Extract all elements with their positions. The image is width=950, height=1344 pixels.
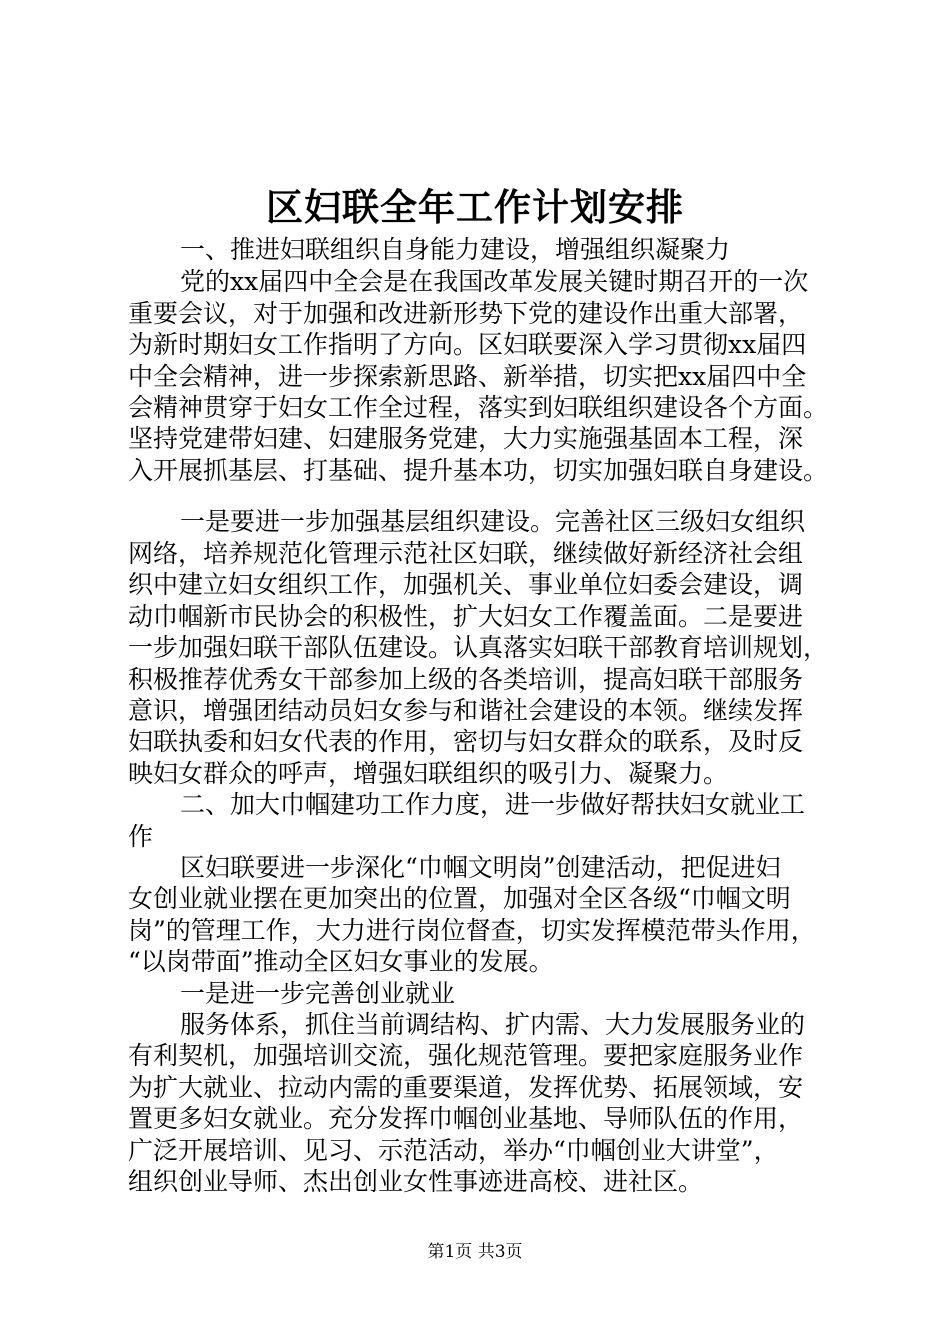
text-line: 党的xx届四中全会是在我国改革发展关键时期召开的一次 (180, 267, 809, 296)
text-line: 女创业就业摆在更加突出的位置，加强对全区各级“巾帼文明 (128, 884, 791, 913)
text-line: 区妇联要进一步深化“巾帼文明岗”创建活动，把促进妇 (180, 853, 781, 882)
text-line: 网络，培养规范化管理示范社区妇联，继续做好新经济社会组 (128, 539, 804, 568)
text-line: 为扩大就业、拉动内需的重要渠道，发挥优势、拓展领域，安 (128, 1073, 804, 1102)
text-line: 动巾帼新市民协会的积极性，扩大妇女工作覆盖面。二是要进 (128, 602, 804, 631)
text-line: 服务体系，抓住当前调结构、扩内需、大力发展服务业的 (180, 1010, 806, 1039)
text-line: 织中建立妇女组织工作，加强机关、事业单位妇委会建设，调 (128, 570, 804, 599)
text-line: 中全会精神，进一步探索新思路、新举措，切实把xx届四中全 (128, 362, 807, 391)
text-line: 岗”的管理工作，大力进行岗位督查，切实发挥模范带头作用， (128, 916, 816, 945)
text-line: 为新时期妇女工作指明了方向。区妇联要深入学习贯彻xx届四 (128, 330, 807, 359)
text-line: 意识，增强团结动员妇女参与和谐社会建设的本领。继续发挥 (128, 696, 804, 725)
text-line: 一、推进妇联组织自身能力建设，增强组织凝聚力 (180, 235, 731, 264)
text-line: 映妇女群众的呼声，增强妇联组织的吸引力、凝聚力。 (128, 759, 729, 788)
text-line: 坚持党建带妇建、妇建服务党建，大力实施强基固本工程，深 (128, 424, 804, 453)
text-line: 入开展抓基层、打基础、提升基本功，切实加强妇联自身建设。 (128, 456, 829, 485)
text-line: 一是要进一步加强基层组织建设。完善社区三级妇女组织 (180, 507, 806, 536)
text-line: “以岗带面”推动全区妇女事业的发展。 (128, 947, 554, 976)
text-line: 组织创业导师、杰出创业女性事迹进高校、进社区。 (128, 1167, 704, 1196)
text-line: 重要会议，对于加强和改进新形势下党的建设作出重大部署， (128, 299, 804, 328)
page-footer: 第1页 共3页 (427, 1242, 523, 1262)
section-heading: 二、加大巾帼建功工作力度，进一步做好帮扶妇女就业工 (180, 790, 806, 819)
text-line: 积极推荐优秀女干部参加上级的各类培训，提高妇联干部服务 (128, 665, 804, 694)
text-line: 会精神贯穿于妇女工作全过程，落实到妇联组织建设各个方面。 (128, 393, 829, 422)
section-heading: 作 (128, 822, 154, 851)
text-line: 广泛开展培训、见习、示范活动，举办“巾帼创业大讲堂”， (128, 1136, 779, 1165)
text-line: 一步加强妇联干部队伍建设。认真落实妇联干部教育培训规划， (128, 633, 829, 662)
text-line: 一是进一步完善创业就业 (180, 979, 456, 1008)
text-line: 有利契机，加强培训交流，强化规范管理。要把家庭服务业作 (128, 1041, 804, 1070)
text-line: 妇联执委和妇女代表的作用，密切与妇女群众的联系，及时反 (128, 727, 804, 756)
document-title: 区妇联全年工作计划安排 (266, 185, 684, 229)
text-line: 置更多妇女就业。充分发挥巾帼创业基地、导师队伍的作用， (128, 1104, 804, 1133)
